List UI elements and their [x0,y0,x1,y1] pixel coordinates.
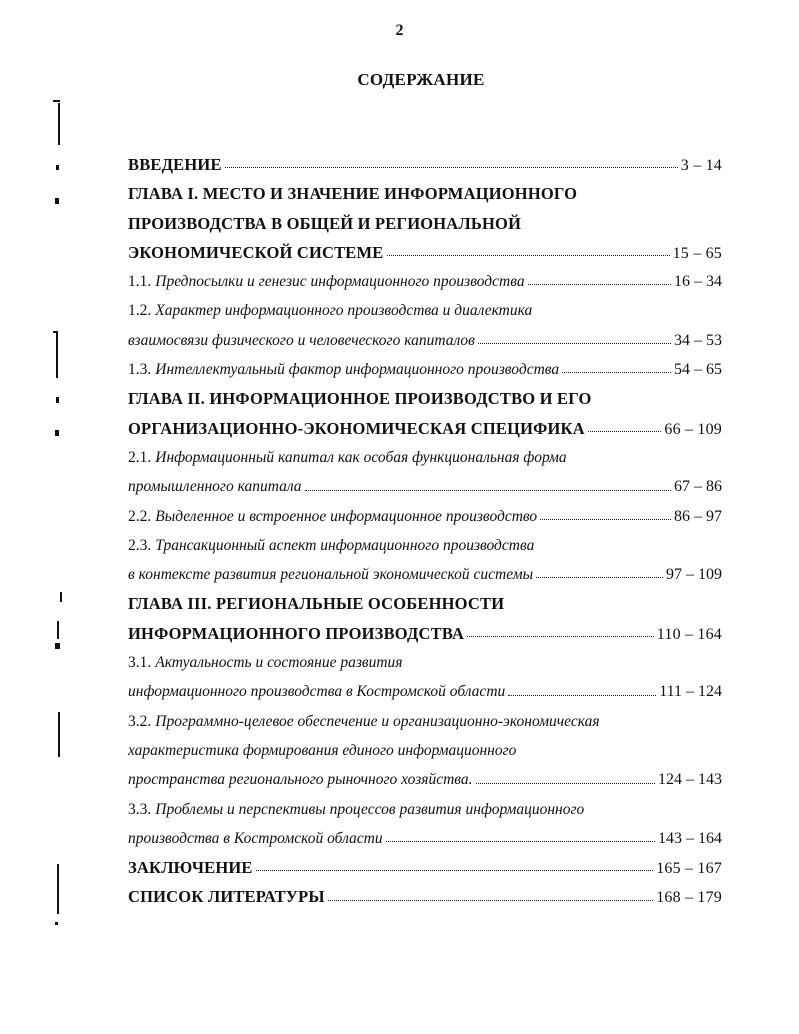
entry-title: Программно-целевое обеспечение и организационно-экономическая [155,712,600,730]
entry-title: Проблемы и перспективы процессов развития информационного [155,800,585,818]
toc-line [128,267,722,296]
entry-title: ГЛАВА II. ИНФОРМАЦИОННОЕ ПРОИЗВОДСТВО И ЕГО [128,389,592,409]
entry-title: СПИСОК ЛИТЕРАТУРЫ [128,887,325,907]
dot-leader [305,490,671,491]
entry-title: производства в Костромской области [128,829,383,847]
toc-entry[interactable] [128,179,722,267]
toc-line [128,619,722,648]
entry-title: характеристика формирования единого информационного [128,741,517,759]
toc-line [128,384,722,413]
toc-entry[interactable] [128,531,722,590]
toc-line [128,209,722,238]
toc-entry[interactable] [128,589,722,648]
toc-line [128,765,722,794]
entry-title: Информационный капитал как особая функциональная форма [155,448,567,466]
dot-leader [478,343,671,344]
dot-leader [508,695,656,696]
entry-title: в контексте развития региональной экономической системы [128,566,534,584]
section-number: 3.3. [128,800,152,818]
toc-entry[interactable] [128,502,722,531]
toc-line [128,238,722,267]
page-range: 143 – 164 [658,829,722,847]
toc-entry[interactable] [128,443,722,502]
toc-line [128,853,722,882]
toc-entry[interactable] [128,882,722,911]
toc-title: СОДЕРЖАНИЕ [357,70,485,89]
page-range: 168 – 179 [656,889,722,907]
dot-leader [386,841,655,842]
page-range: 66 – 109 [664,420,722,438]
toc-line [128,296,722,325]
dot-leader [476,783,655,784]
toc-entry[interactable] [128,853,722,882]
page-range: 3 – 14 [680,157,722,174]
page-range: 54 – 65 [674,361,722,379]
dot-leader [562,372,671,373]
entry-title: ЗАКЛЮЧЕНИЕ [128,858,253,878]
toc-line [128,326,722,355]
toc-line [128,355,722,384]
toc-entry[interactable] [128,296,722,355]
toc-line [128,414,722,443]
entry-title: Актуальность и состояние развития [155,654,403,672]
entry-title: промышленного капитала [128,478,302,496]
toc-line [128,882,722,911]
section-number: 2.1. [128,448,152,466]
page-range: 111 – 124 [659,683,722,701]
toc-line [128,560,722,589]
entry-title: Характер информационного производства и диалектика [155,302,533,320]
toc-entry[interactable] [128,648,722,707]
section-number: 2.3. [128,536,152,554]
toc-line [128,589,722,618]
page-number: 2 [395,22,404,39]
page-range: 97 – 109 [666,566,722,584]
section-number: 2.2. [128,507,152,525]
toc-line [128,150,722,179]
entry-title: Интеллектуальный фактор информационного производства [155,361,560,379]
toc-line [128,531,722,560]
entry-title: ГЛАВА III. РЕГИОНАЛЬНЫЕ ОСОБЕННОСТИ [128,594,505,614]
entry-title: взаимосвязи физического и человеческого капиталов [128,331,475,349]
entry-title: информационного производства в Костромской области [128,683,506,701]
page-range: 67 – 86 [674,478,722,496]
page-range: 16 – 34 [674,273,722,291]
toc-line [128,677,722,706]
entry-title: ВВЕДЕНИЕ [128,155,222,174]
section-number: 3.2. [128,712,152,730]
entry-title: ОРГАНИЗАЦИОННО-ЭКОНОМИЧЕСКАЯ СПЕЦИФИКА [128,418,585,438]
dot-leader [328,900,653,901]
page-range: 124 – 143 [658,771,722,789]
entry-title: пространства регионального рыночного хозяйства. [128,771,473,789]
toc-line [128,707,722,736]
page-range: 34 – 53 [674,331,722,349]
entry-title: Предпосылки и генезис информационного производства [155,273,525,291]
dot-leader [588,431,662,432]
toc-entry[interactable] [128,355,722,384]
toc-line [128,443,722,472]
toc-line [128,648,722,677]
toc-line [128,736,722,765]
toc-entry[interactable] [128,150,722,179]
section-number: 1.1. [128,273,152,291]
page-range: 86 – 97 [674,507,722,525]
toc-entry[interactable] [128,795,722,854]
section-number: 1.2. [128,302,152,320]
section-number: 3.1. [128,654,152,672]
entry-title: Трансакционный аспект информационного производства [155,536,535,554]
entry-title: ИНФОРМАЦИОННОГО ПРОИЗВОДСТВА [128,623,465,643]
dot-leader [256,870,654,871]
toc-entry[interactable] [128,267,722,296]
toc-entry[interactable] [128,384,722,443]
dot-leader [528,284,671,285]
toc-line [128,502,722,531]
dot-leader [540,519,671,520]
dot-leader [387,255,670,256]
table-of-contents [128,150,722,912]
dot-leader [225,167,678,168]
entry-title: ЭКОНОМИЧЕСКОЙ СИСТЕМЕ [128,242,384,262]
toc-entry[interactable] [128,707,722,795]
page-range: 110 – 164 [656,625,722,643]
section-number: 1.3. [128,361,152,379]
toc-line [128,824,722,853]
page-range: 15 – 65 [672,244,722,262]
dot-leader [536,577,663,578]
toc-line [128,472,722,501]
toc-line [128,179,722,208]
entry-title: Выделенное и встроенное информационное производство [155,507,538,525]
entry-title: ГЛАВА I. МЕСТО И ЗНАЧЕНИЕ ИНФОРМАЦИОННОГО [128,184,578,204]
dot-leader [467,636,654,637]
toc-line [128,795,722,824]
page-range: 165 – 167 [656,860,722,878]
entry-title: ПРОИЗВОДСТВА В ОБЩЕЙ И РЕГИОНАЛЬНОЙ [128,213,522,233]
